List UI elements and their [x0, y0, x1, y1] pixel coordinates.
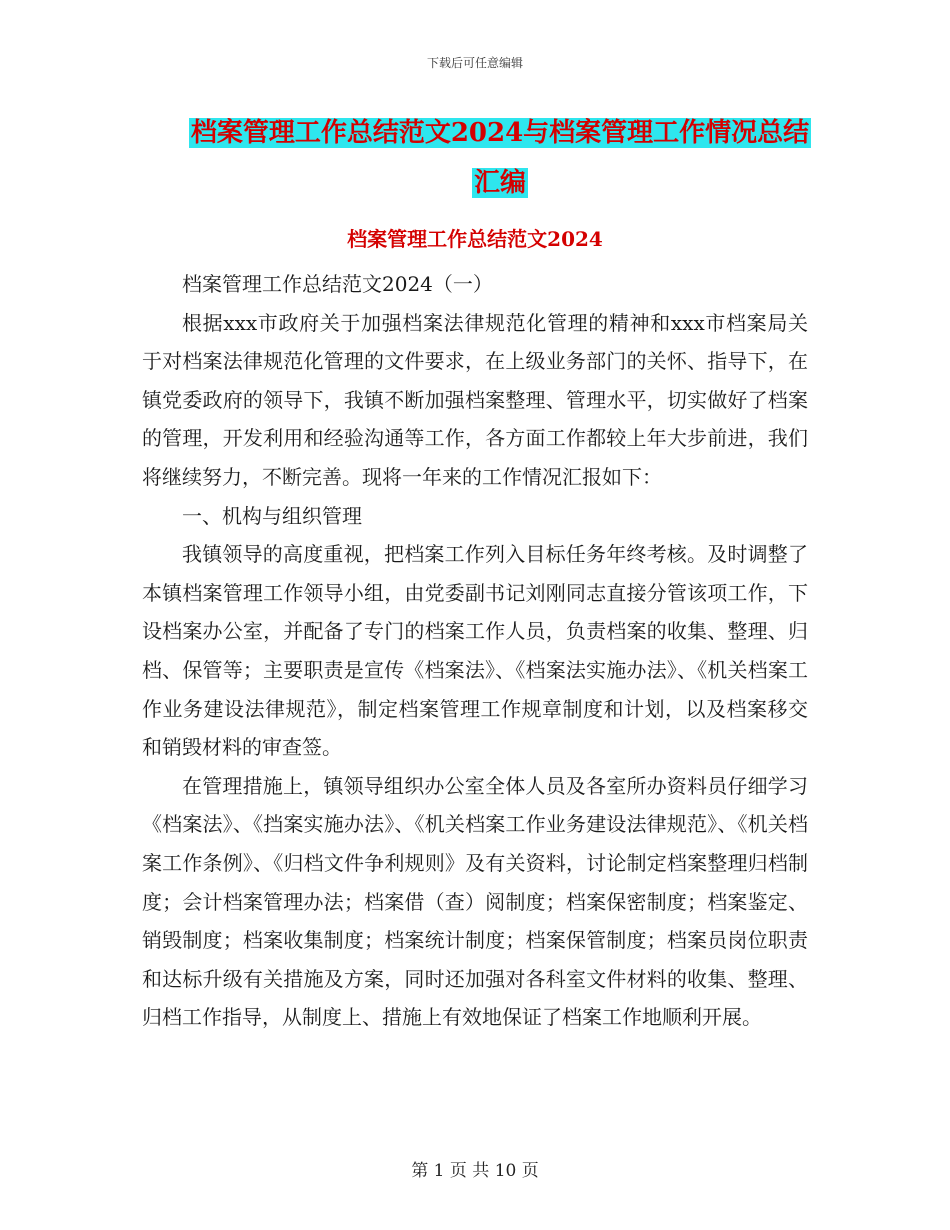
- paragraph: 在管理措施上，镇领导组织办公室全体人员及各室所办资料员仔细学习《档案法》、《挡案实施办法》、《机关档案工作业务建设法律规范》、《机关档案工作条例》、《归档文件争利规则》及有关资料，讨论制定档案整理归档制度；会计档案管理办法；档案借（查）阅制度；档案保密制度；档案鉴定、销毁制度；档案收集制度；档案统计制度；档案保管制度；档案员岗位职责和达标升级有关措施及方案，同时还加强对各科室文件材料的收集、整理、归档工作指导，从制度上、措施上有效地保证了档案工作地顺利开展。: [142, 773, 808, 1030]
- document-title-line-1: 档案管理工作总结范文2024与档案管理工作情况总结: [190, 118, 810, 148]
- document-title: [140, 108, 860, 208]
- document-body: [142, 265, 808, 1037]
- document-title-line-2: 汇编: [473, 168, 526, 198]
- page-number: 第 1 页 共 10 页: [411, 1161, 539, 1181]
- section-title: 档案管理工作总结范文2024: [347, 227, 603, 251]
- subsection-heading: 档案管理工作总结范文2024（一）: [182, 272, 493, 296]
- subsection-heading: 一、机构与组织管理: [182, 503, 362, 528]
- paragraph: 根据xxx市政府关于加强档案法律规范化管理的精神和xxx市档案局关于对档案法律规范化管理的文件要求，在上级业务部门的关怀、指导下，在镇党委政府的领导下，我镇不断加强档案整理、管理水平，切实做好了档案的管理，开发利用和经验沟通等工作，各方面工作都较上年大步前进，我们将继续努力，不断完善。现将一年来的工作情况汇报如下：: [142, 310, 808, 489]
- paragraph: 我镇领导的高度重视，把档案工作列入目标任务年终考核。及时调整了本镇档案管理工作领导小组，由党委副书记刘刚同志直接分管该项工作，下设档案办公室，并配备了专门的档案工作人员，负责档案的收集、整理、归档、保管等；主要职责是宣传《档案法》、《档案法实施办法》、《机关档案工作业务建设法律规范》，制定档案管理工作规章制度和计划，以及档案移交和销毁材料的审查签。: [142, 542, 808, 760]
- page-header-note: 下载后可任意编辑: [426, 56, 523, 70]
